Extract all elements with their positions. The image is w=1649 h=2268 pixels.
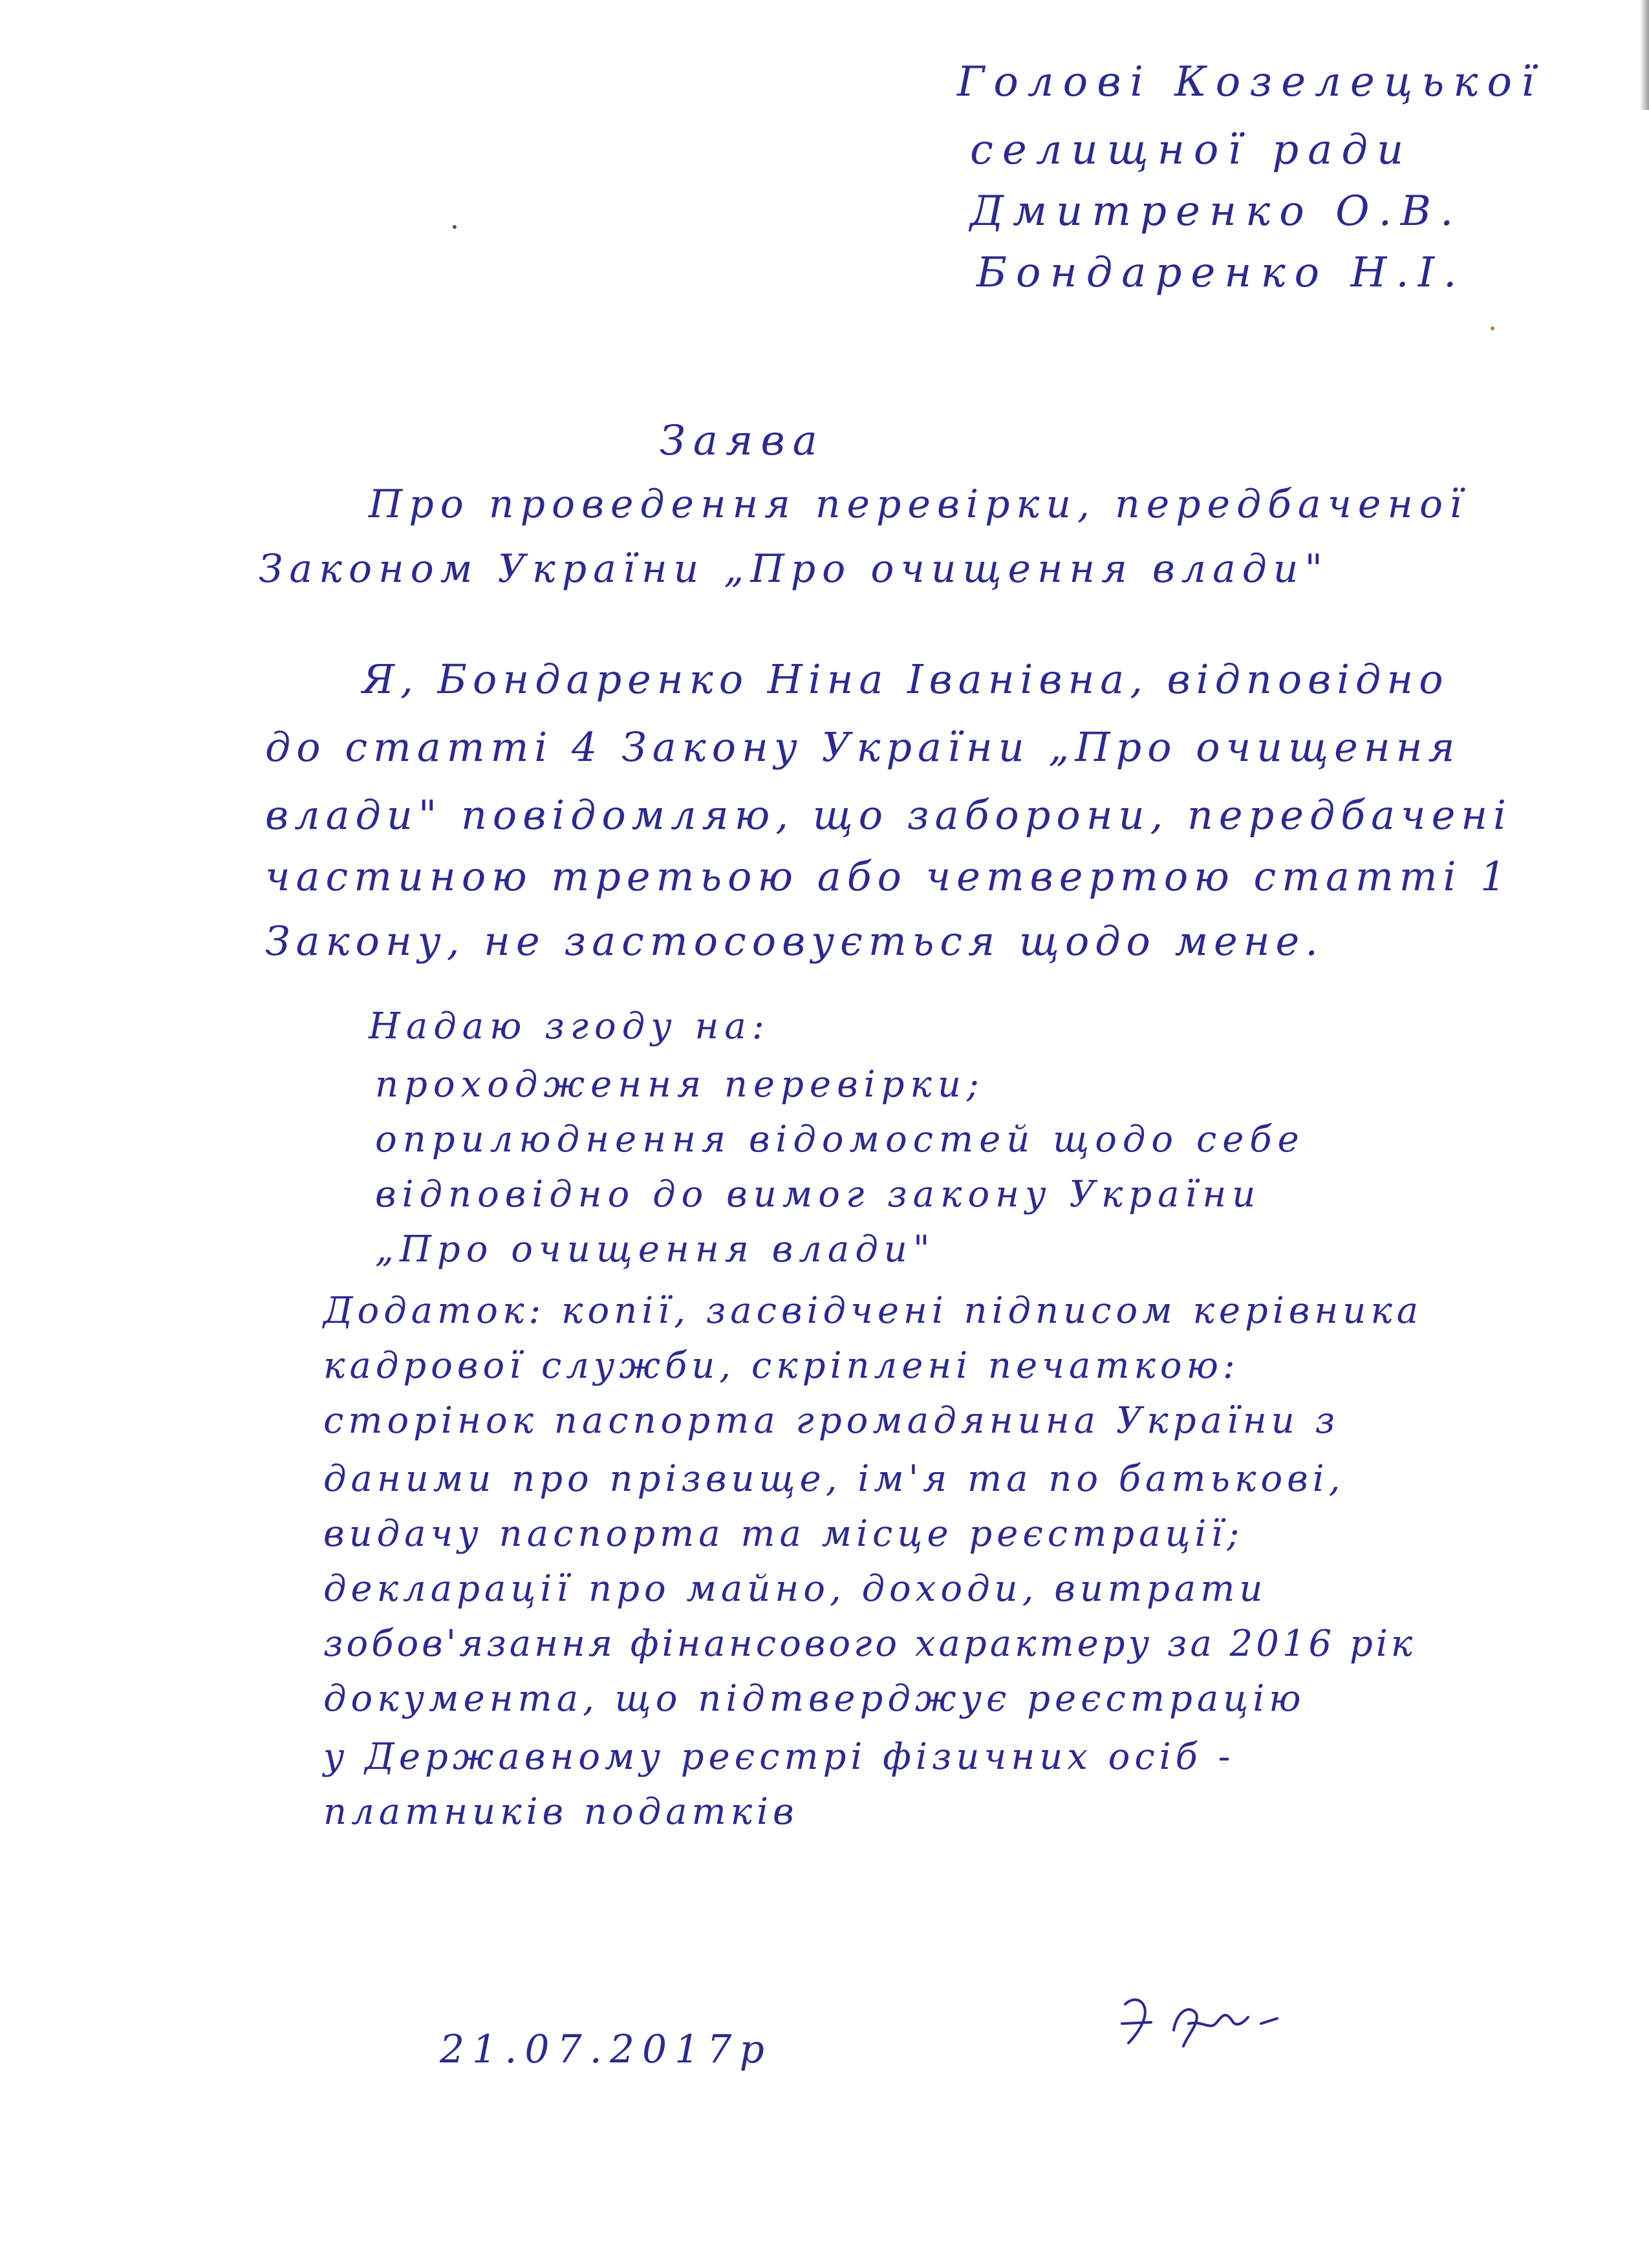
attachment-line-3: сторінок паспорта громадянина України з: [323, 1400, 1340, 1442]
addressee-line-1: Голові Козелецької: [957, 58, 1544, 106]
para1-line-1: Я, Бондаренко Ніна Іванівна, відповідно: [362, 656, 1449, 703]
consent-line-5: „Про очищення влади": [375, 1228, 936, 1270]
subject-line-1: Про проведення перевірки, передбаченої: [369, 482, 1469, 527]
consent-line-4: відповідно до вимог закону України: [375, 1173, 1262, 1215]
addressee-line-4: Бондаренко Н.І.: [976, 249, 1466, 297]
attachment-line-8: документа, що підтверджує реєстрацію: [323, 1678, 1306, 1720]
scan-speck: [1491, 326, 1494, 330]
para1-line-3: влади" повідомляю, що заборони, передбачені: [265, 791, 1512, 839]
attachment-line-1: Додаток: копії, засвідчені підписом керівника: [323, 1290, 1423, 1332]
subject-line-2: Законом України „Про очищення влади": [259, 546, 1330, 592]
para1-line-2: до статті 4 Закону України „Про очищення: [265, 723, 1461, 771]
attachment-line-9: у Державному реєстрі фізичних осіб -: [323, 1736, 1235, 1778]
para1-line-4: частиною третьою або четвертою статті 1: [265, 853, 1512, 900]
attachment-line-10: платників податків: [323, 1791, 799, 1833]
consent-line-1: Надаю згоду на:: [369, 1005, 770, 1047]
addressee-line-3: Дмитренко О.В.: [970, 187, 1463, 235]
attachment-line-6: декларації про майно, доходи, витрати: [323, 1568, 1267, 1610]
document-heading: Заява: [660, 417, 825, 465]
attachment-line-4: даними про прізвище, ім'я та по батькові,: [323, 1458, 1345, 1500]
attachment-line-2: кадрової служби, скріплені печаткою:: [323, 1345, 1240, 1387]
consent-line-2: проходження перевірки;: [375, 1064, 985, 1106]
scan-speck: [453, 225, 457, 229]
para1-line-5: Закону, не застосовується щодо мене.: [265, 917, 1324, 965]
consent-line-3: оприлюднення відомостей щодо себе: [375, 1118, 1305, 1161]
signature: [1112, 1985, 1306, 2056]
addressee-line-2: селищної ради: [970, 126, 1413, 174]
attachment-line-7: зобов'язання фінансового характеру за 2016 рік: [323, 1623, 1416, 1665]
date: 21.07.2017р: [440, 2027, 772, 2072]
scan-edge-mark: [1640, 0, 1649, 110]
attachment-line-5: видачу паспорта та місце реєстрації;: [323, 1513, 1244, 1555]
